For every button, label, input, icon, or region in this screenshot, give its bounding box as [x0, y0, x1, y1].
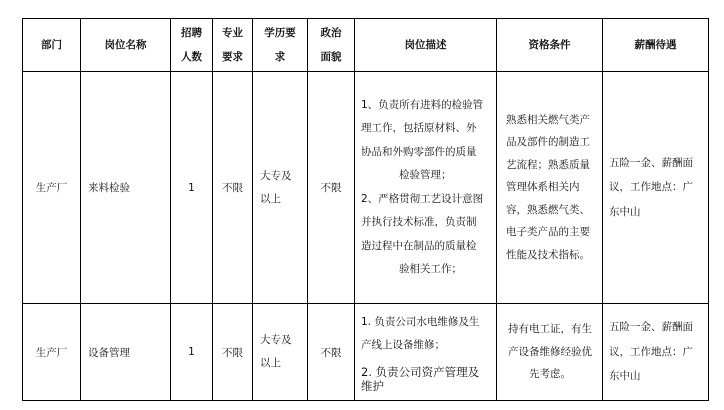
- header-benefits: 薪酬待遇: [603, 19, 709, 72]
- cell-description: [355, 304, 497, 401]
- header-row: [23, 19, 709, 72]
- cell-headcount: 1: [171, 72, 213, 304]
- header-education: 学历要 求: [253, 19, 308, 72]
- cell-political: 不限: [308, 304, 355, 401]
- cell-political: 不限: [308, 72, 355, 304]
- cell-education: 大专及 以上: [253, 72, 308, 304]
- header-description: 岗位描述: [355, 19, 497, 72]
- cell-major: 不限: [213, 72, 253, 304]
- cell-dept: 生产厂: [23, 304, 81, 401]
- cell-description: [355, 72, 497, 304]
- cell-position: 来料检验: [81, 72, 171, 304]
- desc-item-2: 2、严格贯彻工艺设计意图 并执行技术标准，负责制 造过程中在制品的质量检 验相关工作；: [361, 192, 484, 275]
- cell-headcount: 1: [171, 304, 213, 401]
- header-political: 政治 面貌: [308, 19, 355, 72]
- cell-qualification: 熟悉相关燃气类产 品及部件的制造工 艺流程；熟悉质量 管理体系相关内 容，熟悉燃气类、 电子类产品的主要 性能及技术指标。: [497, 72, 603, 304]
- header-qualification: 资格条件: [497, 19, 603, 72]
- cell-major: 不限: [213, 304, 253, 401]
- cell-education: 大专及 以上: [253, 304, 308, 401]
- table-row: [23, 72, 709, 304]
- table-row: [23, 304, 709, 401]
- cell-dept: 生产厂: [23, 72, 81, 304]
- recruitment-table: [22, 18, 709, 401]
- desc-item-2: 2. 负责公司资产管理及 维护: [361, 365, 480, 393]
- header-dept: 部门: [23, 19, 81, 72]
- cell-qualification: 持有电工证，有生 产设备维修经验优 先考虑。: [497, 304, 603, 401]
- desc-item-1: 1、负责所有进料的检验管 理工作，包括原材料、外 协品和外购零部件的质量 检验管理；: [361, 98, 484, 181]
- header-headcount: 招聘 人数: [171, 19, 213, 72]
- header-position: 岗位名称: [81, 19, 171, 72]
- cell-benefits: 五险一金、薪酬面 议，工作地点：广 东中山: [603, 72, 709, 304]
- desc-item-1: 1. 负责公司水电维修及生 产线上设备维修；: [361, 316, 480, 351]
- cell-position: 设备管理: [81, 304, 171, 401]
- header-major: 专业 要求: [213, 19, 253, 72]
- cell-benefits: 五险一金、薪酬面 议，工作地点：广 东中山: [603, 304, 709, 401]
